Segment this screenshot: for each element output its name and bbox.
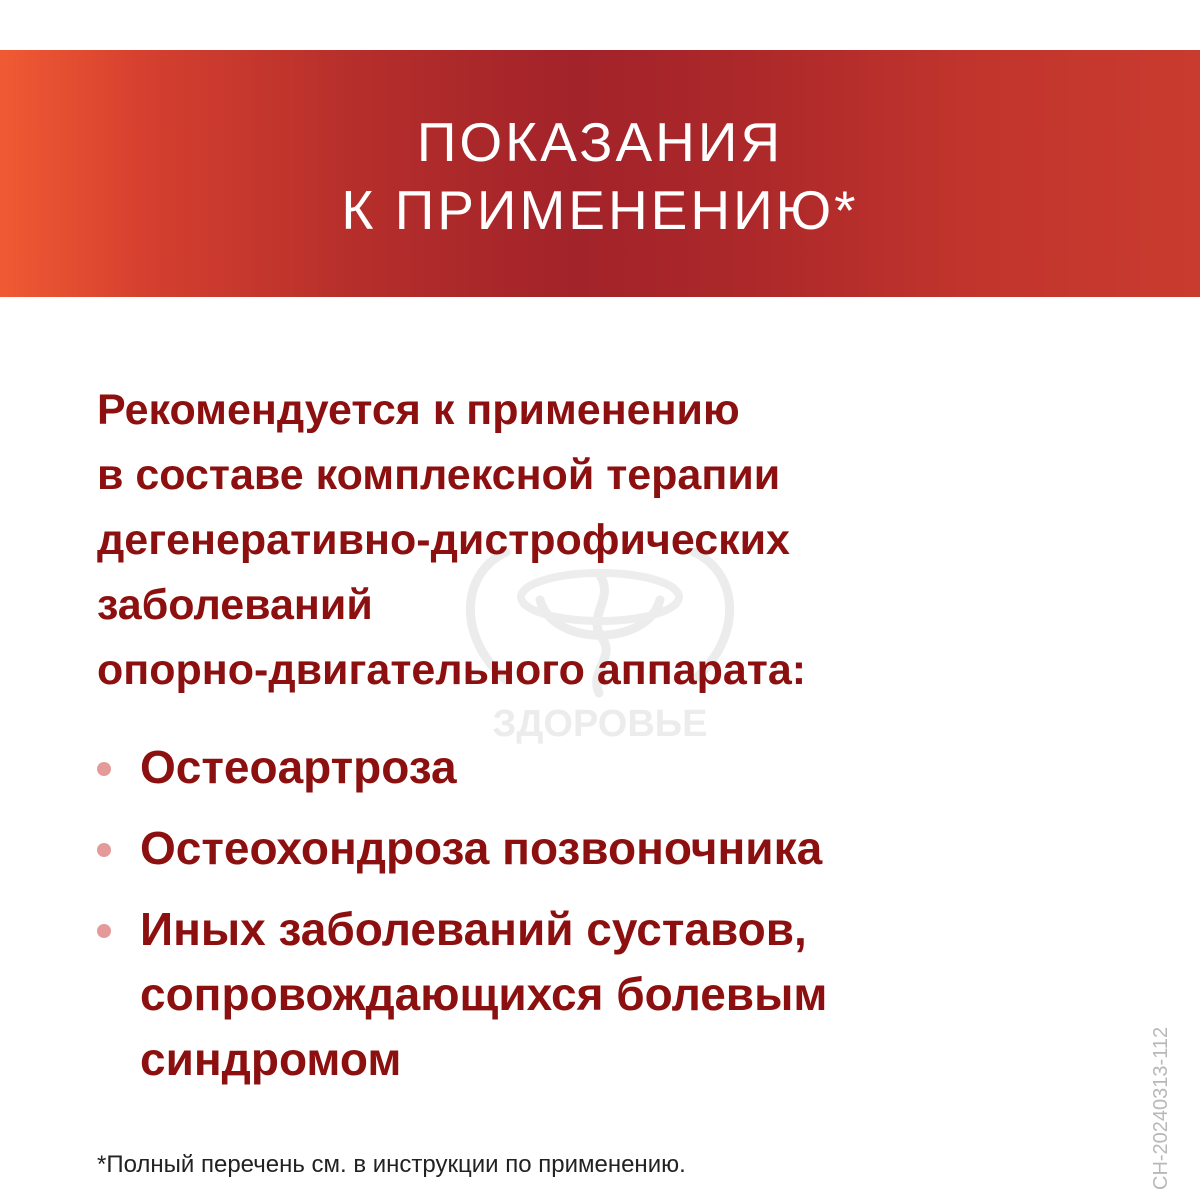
intro-line-2: в составе комплексной терапии <box>97 451 781 499</box>
bullet-dot-icon <box>97 762 111 776</box>
intro-line-5: опорно-двигательного аппарата: <box>97 646 807 694</box>
document-code: CH-20240313-112 <box>1150 1026 1172 1190</box>
list-item <box>97 816 1117 881</box>
intro-line-3: дегенеративно-дистрофических <box>97 516 790 564</box>
page-title-line-2: К ПРИМЕНЕНИЮ* <box>341 179 859 241</box>
indication-text <box>140 897 1117 1092</box>
indication-line: сопровождающихся болевым <box>140 968 828 1020</box>
intro-line-4: заболеваний <box>97 581 373 629</box>
indication-line: Остеоартроза <box>140 741 457 793</box>
list-item <box>97 897 1117 1092</box>
intro-line-1: Рекомендуется к применению <box>97 386 740 434</box>
bullet-dot-icon <box>97 843 111 857</box>
indication-line: синдромом <box>140 1033 402 1085</box>
bullet-dot-icon <box>97 924 111 938</box>
indication-text <box>140 816 1117 881</box>
indication-line: Остеохондроза позвоночника <box>140 822 823 874</box>
indication-text <box>140 735 1117 800</box>
list-item <box>97 735 1117 800</box>
watermark-text: ЗДОРОВЬЕ <box>492 703 708 745</box>
footnote: *Полный перечень см. в инструкции по применению. <box>97 1151 686 1178</box>
indication-line: Иных заболеваний суставов, <box>140 903 807 955</box>
page-title-line-1: ПОКАЗАНИЯ <box>416 111 784 173</box>
